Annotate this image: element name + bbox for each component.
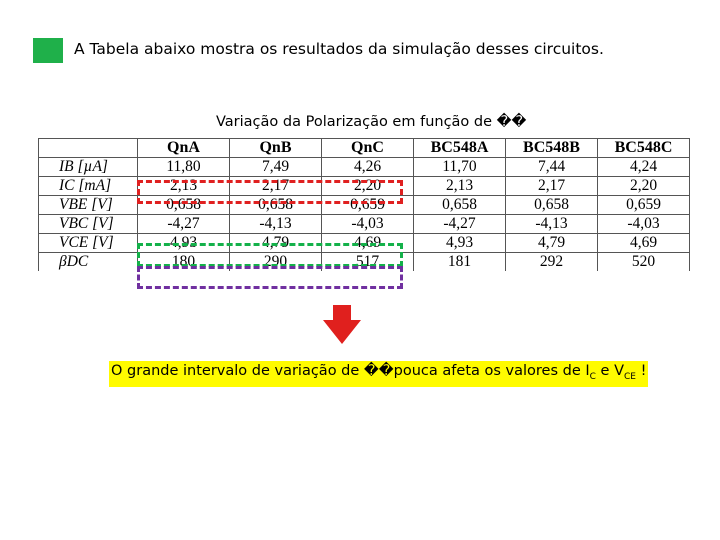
conclusion-note — [109, 361, 648, 387]
table-cell: 0,658 — [230, 196, 322, 215]
table-row-vbc — [39, 215, 690, 234]
table-cell: 7,49 — [230, 158, 322, 177]
table-cell: 517 — [322, 253, 414, 272]
table-cell: 290 — [230, 253, 322, 272]
table-cell: 0,658 — [138, 196, 230, 215]
row-label-vce: VCE [V] — [39, 234, 138, 253]
row-label-ib: IB [µA] — [39, 158, 138, 177]
table-cell: 181 — [414, 253, 506, 272]
table-cell: 4,69 — [322, 234, 414, 253]
table-cell: 4,24 — [598, 158, 690, 177]
green-bullet-square — [33, 38, 63, 63]
header-qnb: QnB — [230, 139, 322, 158]
table-cell: -4,27 — [138, 215, 230, 234]
table-cell: 4,93 — [138, 234, 230, 253]
table-cell: 0,658 — [414, 196, 506, 215]
row-label-ic: IC [mA] — [39, 177, 138, 196]
table-cell: 0,659 — [598, 196, 690, 215]
table-cell: -4,13 — [506, 215, 598, 234]
table-cell: -4,03 — [598, 215, 690, 234]
table-cell: 7,44 — [506, 158, 598, 177]
note-glyph: �� — [363, 363, 394, 379]
table-cell: 2,17 — [230, 177, 322, 196]
header-bc548b: BC548B — [506, 139, 598, 158]
table-cell: 4,79 — [230, 234, 322, 253]
header-cell-empty — [39, 139, 138, 158]
vce-highlight-box — [137, 243, 403, 267]
row-label-beta: βDC — [39, 253, 138, 272]
table-cell: 4,26 — [322, 158, 414, 177]
intro-text: A Tabela abaixo mostra os resultados da simulação desses circuitos. — [74, 40, 604, 58]
table-cell: 180 — [138, 253, 230, 272]
table-cell: -4,03 — [322, 215, 414, 234]
table-cell: 2,20 — [322, 177, 414, 196]
table-cell: 4,69 — [598, 234, 690, 253]
note-text-2: pouca afeta os valores de I — [393, 363, 590, 379]
header-bc548a: BC548A — [414, 139, 506, 158]
note-text-3: e V — [595, 363, 624, 379]
table-caption: Variação da Polarização em função de �� — [216, 114, 527, 130]
header-qnc: QnC — [322, 139, 414, 158]
table-header-row — [39, 139, 690, 158]
table-cell: -4,13 — [230, 215, 322, 234]
table-cell: 4,79 — [506, 234, 598, 253]
ic-highlight-box — [137, 180, 403, 204]
table-cell: 2,13 — [138, 177, 230, 196]
table-cell: 2,20 — [598, 177, 690, 196]
row-label-vbc: VBC [V] — [39, 215, 138, 234]
note-sub-ce: CE — [624, 371, 636, 382]
note-text-4: ! — [635, 363, 647, 379]
table-cell: 0,658 — [506, 196, 598, 215]
table-cell: 4,93 — [414, 234, 506, 253]
table-cell: 11,70 — [414, 158, 506, 177]
table-cell: 2,17 — [506, 177, 598, 196]
down-arrow-icon — [322, 305, 362, 345]
header-qna: QnA — [138, 139, 230, 158]
table-cell: 0,659 — [322, 196, 414, 215]
beta-highlight-box — [137, 266, 403, 289]
table-cell: 292 — [506, 253, 598, 272]
header-bc548c: BC548C — [598, 139, 690, 158]
table-cell: 520 — [598, 253, 690, 272]
table-cell: -4,27 — [414, 215, 506, 234]
row-label-vbe: VBE [V] — [39, 196, 138, 215]
table-row-ib — [39, 158, 690, 177]
note-text-1: O grande intervalo de variação de — [111, 363, 364, 379]
table-cell: 2,13 — [414, 177, 506, 196]
note-sub-c: C — [589, 371, 596, 382]
table-cell: 11,80 — [138, 158, 230, 177]
